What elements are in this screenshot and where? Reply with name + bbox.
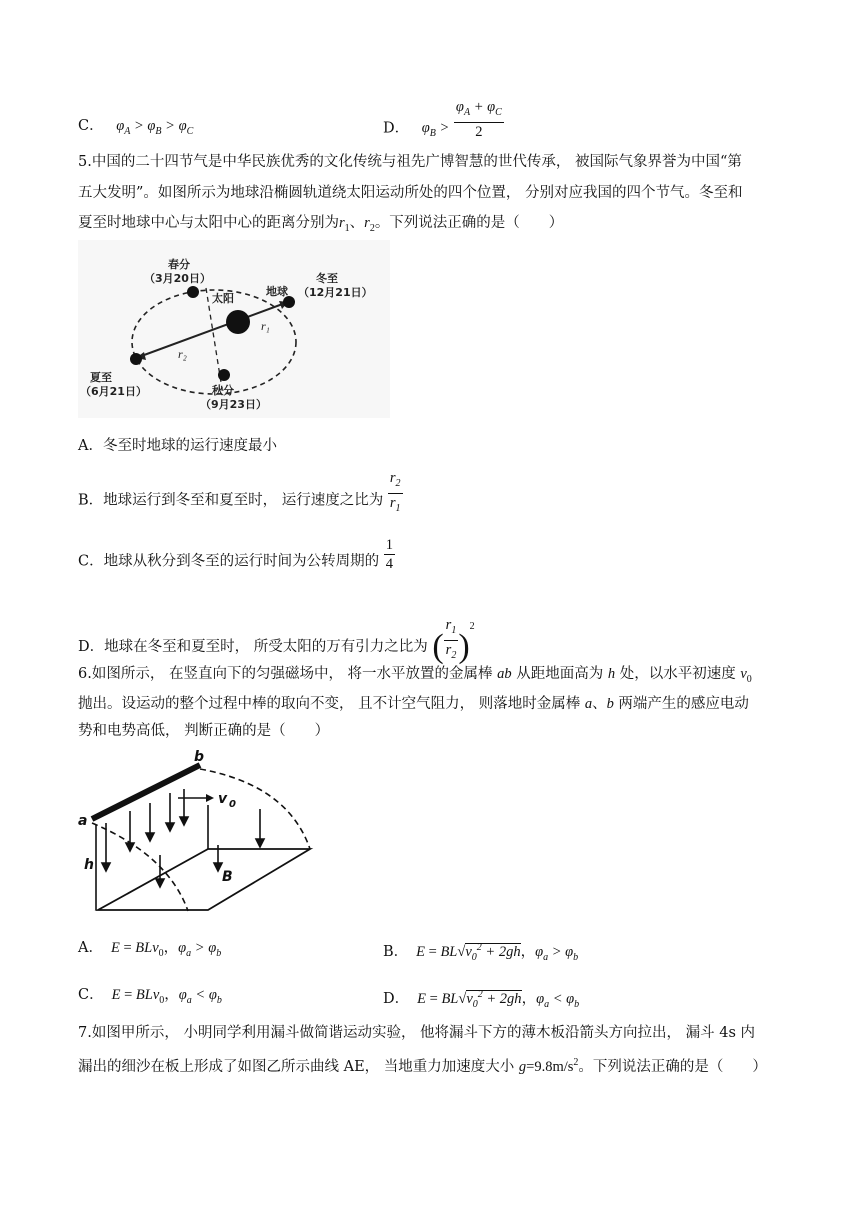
label-winter-date: （12月21日） [298,286,373,299]
q6-stem-line3: 势和电势高低， 判断正确的是（ ） [78,723,330,739]
label-winter: 冬至 [316,272,338,285]
q5-option-d: D．地球在冬至和夏至时， 所受太阳的万有引力之比为 ( $\frac{r_1}{r_2}$ )$^2$ [78,616,475,665]
q4-option-d: D． $\varphi_B$ > $\frac{\varphi_A + \varphi_C}{2}$ [383,99,502,140]
label-summer-date: （6月21日） [80,385,147,398]
label-spring-date: （3月20日） [144,272,211,285]
q6-option-d: D． $E = BL√v_0^2 + 2gh$，$\varphi_a < \varphi_b$ [383,989,580,1010]
label-autumn: 秋分 [212,384,234,397]
label-earth: 地球 [266,285,288,298]
label-autumn-date: （9月23日） [200,398,267,411]
q6-option-a: A． E = BLv$_0$，$\varphi_a > \varphi_b$ [78,940,222,959]
q7-stem-line1: 7.如图甲所示， 小明同学利用漏斗做简谐运动实验， 他将漏斗下方的薄木板沿箭头方向拉出， 漏斗 4s 内 [78,1025,756,1041]
svg-text:0: 0 [229,799,236,810]
label-v0: v [218,791,228,807]
magnetic-field-diagram [78,745,320,915]
label-h: h [84,857,94,873]
q4-option-c: C． $\varphi_A > \varphi_B > \varphi_C$ [78,118,194,137]
label-summer: 夏至 [90,371,112,384]
q6-stem-line2: 抛出。设运动的整个过程中棒的取向不变， 且不计空气阻力， 则落地时金属棒 a、b 两端产生的感应电动 [78,696,749,712]
label-r1: r₁ [261,319,270,333]
label-B: B [222,869,233,885]
label-b: b [194,749,205,765]
q5-stem-line1: 5.中国的二十四节气是中华民族优秀的文化传统与祖先广博智慧的世代传承， 被国际气象界誉为中国“第 [78,154,742,170]
option-label: D． [383,120,410,137]
label-sun: 太阳 [212,292,234,305]
q6-stem-line1: 6.如图所示， 在竖直向下的匀强磁场中， 将一水平放置的金属棒 ab 从距地面高为 h 处，以水平初速度 $v_0$ [78,666,752,685]
option-label: C． [78,118,104,134]
q6-option-c: C． E = BLv$_0$，$\varphi_a < \varphi_b$ [78,987,222,1006]
label-a: a [78,813,88,829]
earth-spring [187,286,199,298]
label-spring: 春分 [168,258,190,271]
label-r2: r₂ [178,347,187,361]
sun-icon [226,310,250,334]
q5-option-b: B．地球运行到冬至和夏至时， 运行速度之比为 $\frac{r_2}{r_1}$ [78,470,401,514]
orbit-diagram [78,240,390,418]
q7-stem-line2: 漏出的细沙在板上形成了如图乙所示曲线 AE， 当地重力加速度大小 $g=9.8m/s^2$。下列说法正确的是（ ） [78,1057,767,1075]
q6-option-b: B． $E = BL√v_0^2 + 2gh$，$\varphi_a > \varphi_b$ [383,942,579,963]
q5-option-a: A．冬至时地球的运行速度最小 [78,438,277,454]
earth-summer [130,353,142,365]
earth-autumn [218,369,230,381]
q5-stem-line3: 夏至时地球中心与太阳中心的距离分别为$r_1$、$r_2$。下列说法正确的是（ ） [78,215,564,234]
q5-stem-line2: 五大发明”。如图所示为地球沿椭圆轨道绕太阳运动所处的四个位置， 分别对应我国的四个节气。冬至和 [78,185,743,201]
q5-option-c: C．地球从秋分到冬至的运行时间为公转周期的 $\frac{1}{4}$ [78,537,393,572]
